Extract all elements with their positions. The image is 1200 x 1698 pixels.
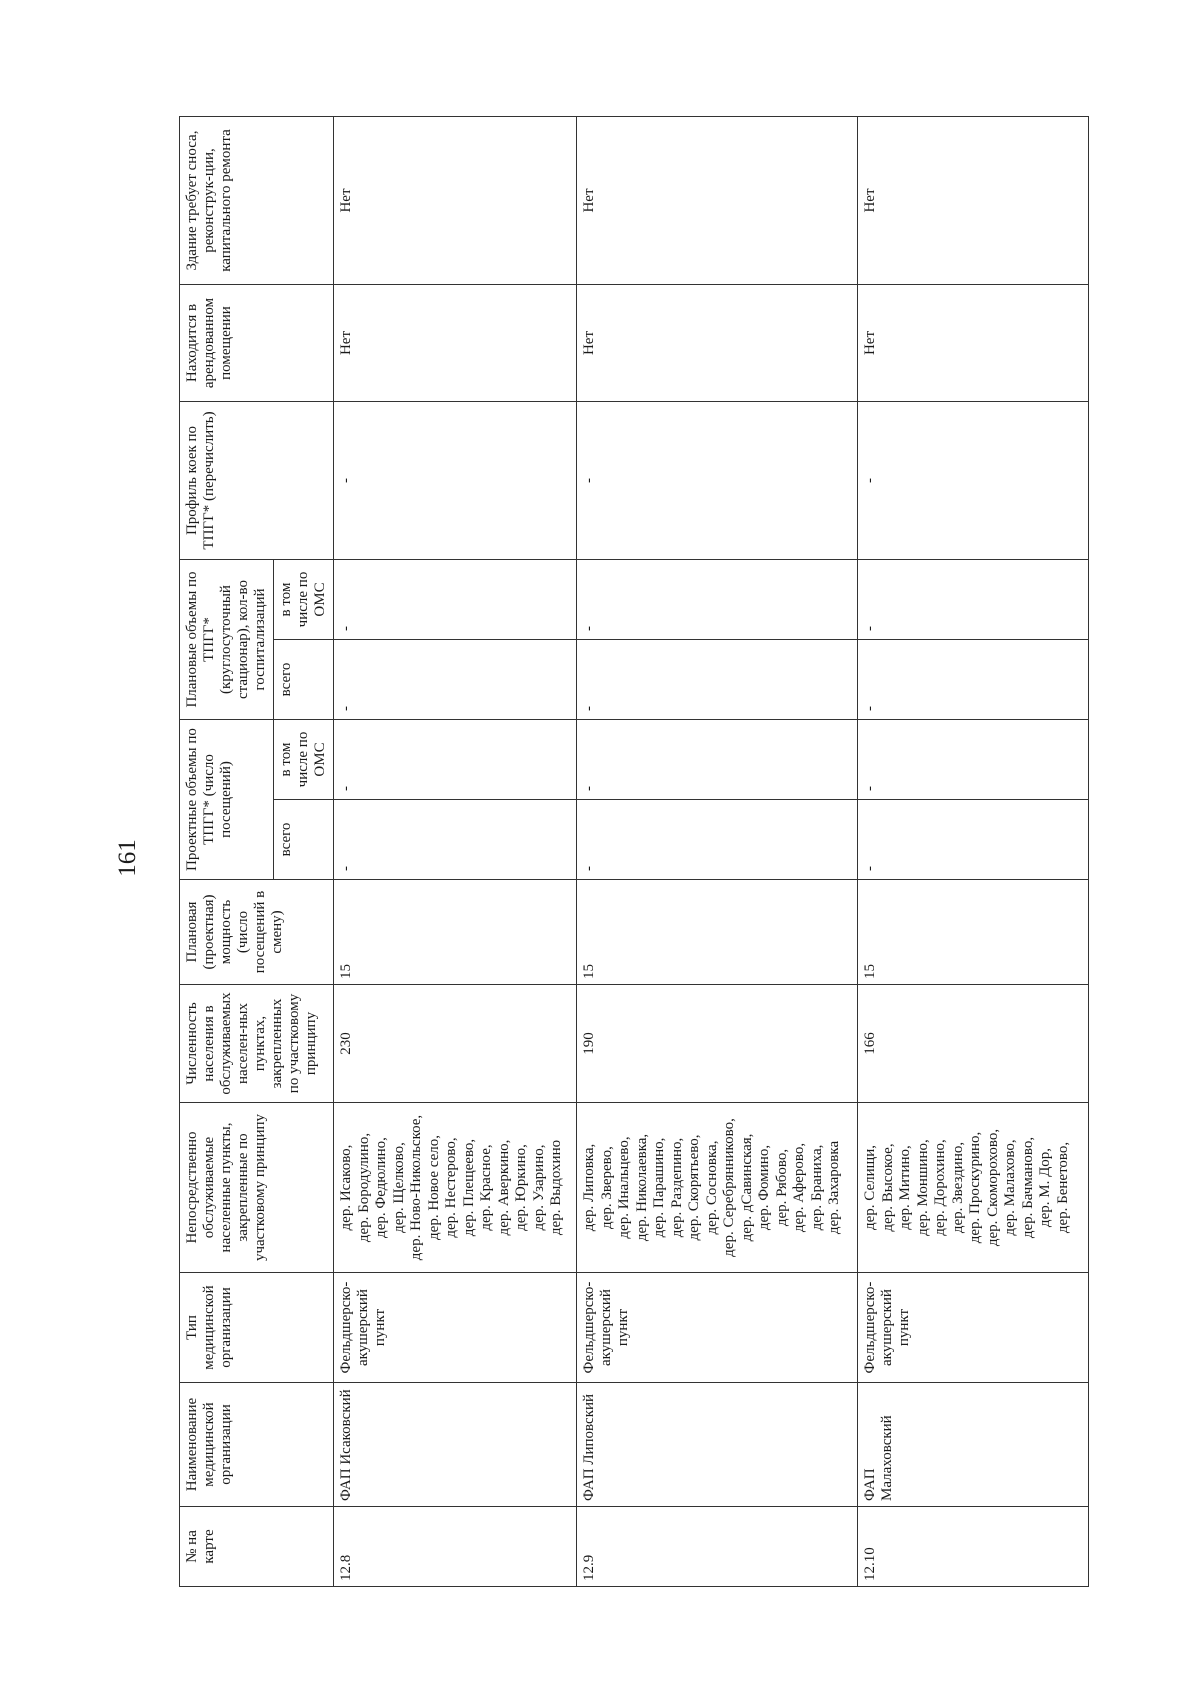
settlement-item: дер. Ново-Никольское, bbox=[408, 1114, 424, 1261]
cell-name: ФАП Малаховский bbox=[858, 1383, 1089, 1507]
settlement-item: дер. Липовка, bbox=[581, 1143, 597, 1232]
cell-hosp-oms: - bbox=[577, 560, 858, 640]
settlement-item: дер. Скорятьево, bbox=[686, 1134, 702, 1241]
cell-capacity: 15 bbox=[858, 880, 1089, 985]
cell-num: 12.8 bbox=[334, 1507, 577, 1587]
cell-type: Фельдшерско-акушерский пункт bbox=[334, 1273, 577, 1383]
cell-name: ФАП Липовский bbox=[577, 1383, 858, 1507]
settlement-item: дер. Николаевка, bbox=[633, 1133, 650, 1242]
header-bed-profile: Профиль коек по ТПГГ* (перечислить) bbox=[180, 402, 334, 560]
medical-organizations-table bbox=[179, 116, 1089, 1587]
settlement-item: дер. Дорохино, bbox=[932, 1139, 948, 1236]
cell-visits-oms: - bbox=[334, 720, 577, 800]
settlement-item: дер. Скоморохово, bbox=[984, 1128, 1001, 1247]
cell-bed-profile: - bbox=[334, 402, 577, 560]
settlement-item: дер. Федюлино, bbox=[373, 1137, 389, 1238]
cell-visits-oms: - bbox=[858, 720, 1089, 800]
settlement-item: дер. Выдохино bbox=[548, 1139, 564, 1236]
header-visits-oms: в том числе по ОМС bbox=[274, 720, 334, 800]
table-row bbox=[858, 117, 1089, 1587]
cell-hosp-oms: - bbox=[334, 560, 577, 640]
cell-capacity: 15 bbox=[577, 880, 858, 985]
cell-repair: Нет bbox=[858, 117, 1089, 285]
table-row bbox=[334, 117, 577, 1587]
cell-capacity: 15 bbox=[334, 880, 577, 985]
settlement-item: дер. Бенетово, bbox=[1054, 1141, 1071, 1234]
settlement-item: дер. Браниха, bbox=[808, 1144, 825, 1231]
settlement-item: дер. Селищи, bbox=[862, 1145, 878, 1230]
cell-population: 166 bbox=[858, 985, 1089, 1103]
header-repair: Здание требует сноса, реконструк-ции, капитального ремонта bbox=[180, 117, 334, 285]
settlement-item: дер. Фомино, bbox=[756, 1144, 772, 1231]
header-rented: Находится в арендованном помещении bbox=[180, 285, 334, 402]
header-hosp-oms: в том числе по ОМС bbox=[274, 560, 334, 640]
settlement-item: дер. Парашино, bbox=[651, 1137, 667, 1238]
settlement-item: дер. Захаровка bbox=[826, 1140, 842, 1235]
settlement-item: дер. Инальцево, bbox=[616, 1136, 632, 1239]
settlement-item: дер. Нестерово, bbox=[443, 1137, 459, 1238]
settlement-item: дер. Раздепино, bbox=[668, 1137, 685, 1238]
settlement-item: дер. Исаково, bbox=[338, 1144, 354, 1231]
cell-visits-total: - bbox=[577, 800, 858, 880]
cell-visits-oms: - bbox=[577, 720, 858, 800]
cell-bed-profile: - bbox=[577, 402, 858, 560]
header-hosp-total: всего bbox=[274, 640, 334, 720]
settlement-item: дер. Бачманово, bbox=[1019, 1136, 1036, 1239]
settlement-item: дер. Рябово, bbox=[773, 1148, 790, 1227]
cell-settlements bbox=[858, 1103, 1089, 1273]
settlement-item: дер. Митино, bbox=[897, 1145, 913, 1230]
cell-hosp-total: - bbox=[577, 640, 858, 720]
settlement-item: дер. Плещеево, bbox=[460, 1138, 477, 1237]
cell-hosp-oms: - bbox=[858, 560, 1089, 640]
header-name: Наименование медицинской организации bbox=[180, 1383, 334, 1507]
header-type: Тип медицинской организации bbox=[180, 1273, 334, 1383]
settlement-item: дер. Зверево, bbox=[598, 1146, 615, 1229]
header-capacity: Плановая (проектная) мощность (число посещений в смену) bbox=[180, 880, 334, 985]
page-number: 161 bbox=[114, 839, 141, 877]
cell-hosp-total: - bbox=[334, 640, 577, 720]
header-visits: Проектные объемы по ТПГГ* (число посещений) bbox=[180, 720, 274, 880]
settlement-item: дер. Звездино, bbox=[949, 1141, 966, 1234]
cell-num: 12.10 bbox=[858, 1507, 1089, 1587]
header-settlements: Непосредственно обслуживаемые населенные пункты, закрепленные по участковому принципу bbox=[180, 1103, 334, 1273]
settlement-item: дер. Красное, bbox=[478, 1144, 494, 1231]
settlement-item: дер. Щелково, bbox=[390, 1142, 407, 1233]
settlement-item: дер. Серебрянниково, bbox=[721, 1118, 737, 1257]
settlement-item: дер. Узарино, bbox=[530, 1144, 547, 1231]
settlement-item: дер. Бородулино, bbox=[355, 1132, 372, 1243]
cell-settlements bbox=[577, 1103, 858, 1273]
cell-name: ФАП Исаковский bbox=[334, 1383, 577, 1507]
header-visits-total: всего bbox=[274, 800, 334, 880]
header-num: № на карте bbox=[180, 1507, 334, 1587]
cell-rented: Нет bbox=[577, 285, 858, 402]
settlement-item: дер. М. Дор, bbox=[1037, 1147, 1053, 1228]
cell-repair: Нет bbox=[334, 117, 577, 285]
settlement-item: дер. Проскурино, bbox=[967, 1131, 983, 1244]
cell-repair: Нет bbox=[577, 117, 858, 285]
cell-rented: Нет bbox=[334, 285, 577, 402]
settlement-item: дер. Новое село, bbox=[425, 1135, 442, 1240]
cell-visits-total: - bbox=[858, 800, 1089, 880]
cell-population: 230 bbox=[334, 985, 577, 1103]
cell-bed-profile: - bbox=[858, 402, 1089, 560]
cell-rented: Нет bbox=[858, 285, 1089, 402]
cell-population: 190 bbox=[577, 985, 858, 1103]
rotated-table-container bbox=[179, 117, 1114, 1587]
header-population: Численность населения в обслуживаемых населен-ных пунктах, закрепленных по участковому принципу bbox=[180, 985, 334, 1103]
header-hospitalizations: Плановые объемы по ТПГГ* (круглосуточный стационар), кол-во госпитализаций bbox=[180, 560, 274, 720]
cell-visits-total: - bbox=[334, 800, 577, 880]
table-row bbox=[577, 117, 858, 1587]
cell-settlements bbox=[334, 1103, 577, 1273]
cell-hosp-total: - bbox=[858, 640, 1089, 720]
settlement-item: дер. Моншино, bbox=[914, 1139, 931, 1236]
cell-num: 12.9 bbox=[577, 1507, 858, 1587]
settlement-item: дер. Аверкино, bbox=[495, 1139, 512, 1236]
settlement-item: дер. Высокое, bbox=[879, 1143, 896, 1232]
settlement-item: дер. дСавинская, bbox=[738, 1133, 755, 1242]
settlement-item: дер. Малахово, bbox=[1002, 1139, 1018, 1236]
cell-type: Фельдшерско-акушерский пункт bbox=[858, 1273, 1089, 1383]
settlement-item: дер. Сосновка, bbox=[703, 1140, 720, 1235]
settlement-item: дер. Аферово, bbox=[791, 1142, 807, 1233]
cell-type: Фельдшерско-акушерский пункт bbox=[577, 1273, 858, 1383]
settlement-item: дер. Юркино, bbox=[513, 1144, 529, 1231]
